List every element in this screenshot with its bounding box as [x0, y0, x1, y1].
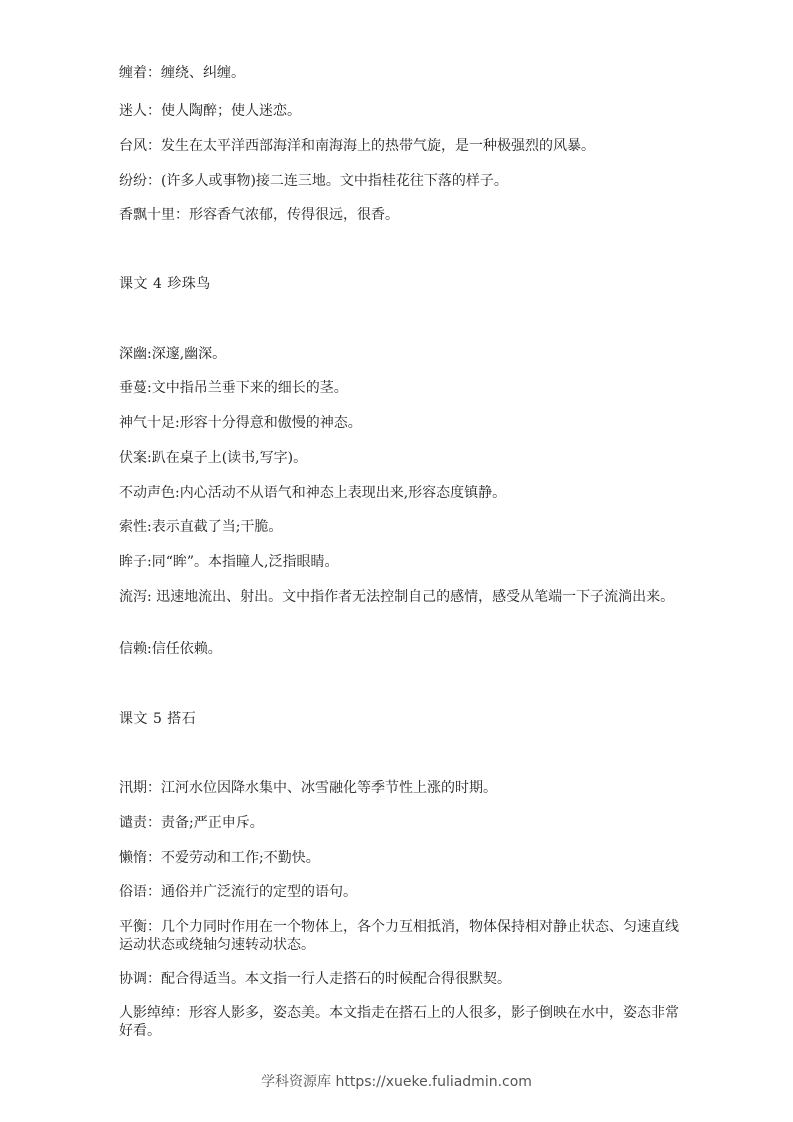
lesson5-heading: 课文 5 搭石 [119, 711, 197, 727]
entry-xiangpiao: 香飘十里：形容香气浓郁，传得很远，很香。 [119, 207, 399, 223]
entry-miren: 迷人：使人陶醉；使人迷恋。 [119, 103, 301, 119]
lesson4-entry: 伏案:趴在桌子上(读书,写字)。 [119, 450, 308, 466]
entry-taifeng: 台风：发生在太平洋西部海洋和南海海上的热带气旋，是一种极强烈的风暴。 [119, 138, 595, 154]
lesson4-entry: 垂蔓:文中指吊兰垂下来的细长的茎。 [119, 380, 348, 396]
lesson5-entry: 汛期：江河水位因降水集中、冰雪融化等季节性上涨的时期。 [119, 780, 497, 796]
lesson5-entry: 人影绰绰：形容人影多，姿态美。本文指走在搭石上的人很多，影子倒映在水中，姿态非常好看。 [119, 1005, 679, 1039]
entry-fenfen: 纷纷：(许多人或事物)接二连三地。文中指桂花往下落的样子。 [119, 173, 508, 189]
lesson4-entry: 神气十足:形容十分得意和傲慢的神态。 [119, 415, 362, 431]
lesson5-entry: 俗语：通俗并广泛流行的定型的语句。 [119, 884, 357, 900]
lesson4-entry: 深幽:深邃,幽深。 [119, 346, 227, 362]
footer-source: 学科资源库 https://xueke.fuliadmin.com [261, 1074, 532, 1090]
lesson4-entry: 流泻: 迅速地流出、射出。文中指作者无法控制自己的感情，感受从笔端一下子流淌出来。 [119, 589, 675, 605]
lesson4-entry: 索性:表示直截了当;干脆。 [119, 519, 283, 535]
lesson4-entry: 眸子:同“眸”。本指瞳人,泛指眼睛。 [119, 554, 339, 570]
lesson4-heading: 课文 4 珍珠鸟 [119, 276, 211, 292]
lesson4-entry: 不动声色:内心活动不从语气和神态上表现出来,形容态度镇静。 [119, 485, 507, 501]
lesson5-entry: 懒惰：不爱劳动和工作;不勤快。 [119, 850, 320, 866]
entry-chanzhe: 缠着：缠绕、纠缠。 [119, 65, 245, 81]
lesson5-entry: 谴责：责备;严正申斥。 [119, 815, 264, 831]
lesson5-entry: 协调：配合得适当。本文指一行人走搭石的时候配合得很默契。 [119, 971, 511, 987]
lesson5-entry: 平衡：几个力同时作用在一个物体上，各个力互相抵消，物体保持相对静止状态、匀速直线运动状态或绕轴匀速转动状态。 [119, 919, 679, 953]
lesson4-entry: 信赖:信任依赖。 [119, 641, 222, 657]
